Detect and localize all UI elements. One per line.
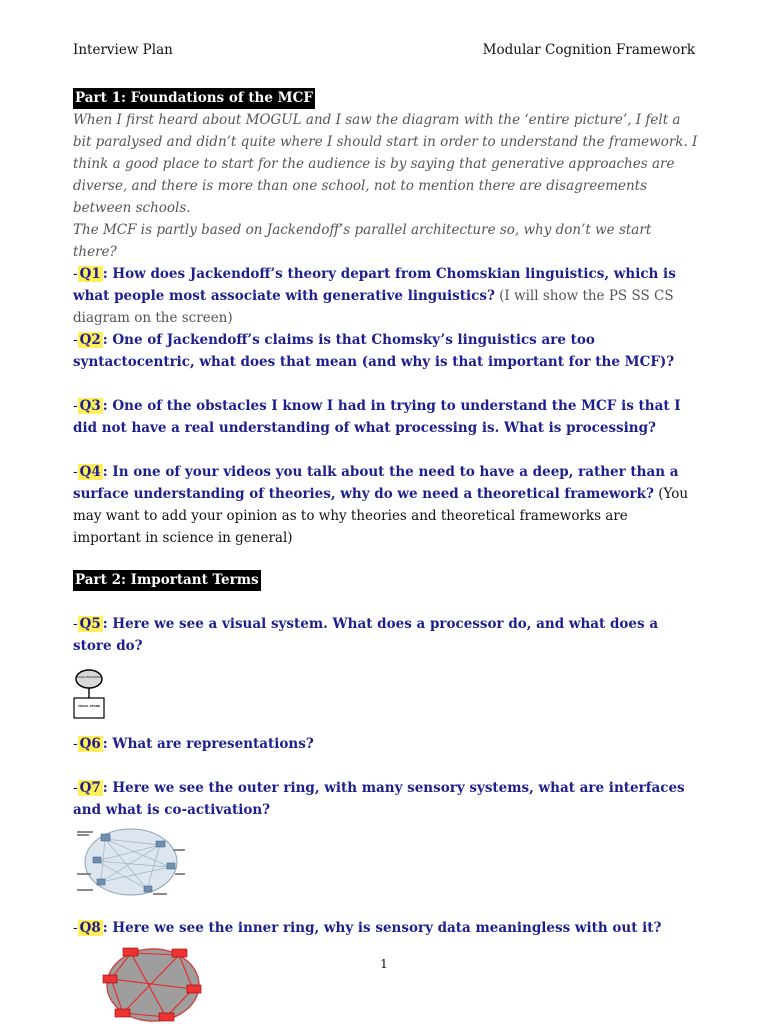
question-number: Q3 [79, 398, 101, 414]
outer-ring-figure [73, 825, 698, 899]
question-text: : Here we see the inner ring, why is sensory data meaningless with out it? [102, 920, 662, 936]
header-right: Modular Cognition Framework [482, 42, 695, 58]
visual-system-diagram [73, 669, 113, 723]
question-number: Q6 [79, 736, 101, 752]
question-5: - Q5 : Here we see a visual system. What does a processor do, and what does a store do? [73, 616, 659, 654]
question-text: : One of the obstacles I know I had in trying to understand the MCF is that I did not have a real understanding of what processing is. What is processing? [73, 398, 681, 436]
question-number: Q8 [79, 920, 101, 936]
question-note: (I will show the PS SS CS diagram on the screen) [73, 288, 674, 326]
question-note: (You may want to add your opinion as to why theories and theoretical frameworks are important in science in general) [73, 486, 689, 546]
part1-heading [73, 87, 698, 109]
question-text: : What are representations? [102, 736, 314, 752]
question-number: Q1 [79, 266, 101, 282]
question-number: Q2 [79, 332, 101, 348]
intro-paragraph-2: The MCF is partly based on Jackendoff’s parallel architecture so, why don’t we start there? [73, 222, 652, 260]
question-text: : Here we see a visual system. What does a processor do, and what does a store do? [73, 616, 659, 654]
question-2: - Q2 : One of Jackendoff’s claims is that Chomsky’s linguistics are too syntactocentric, what does that mean (and why is that important for the MCF)? [73, 332, 675, 370]
page-number: 1 [380, 957, 388, 971]
question-7: - Q7 : Here we see the outer ring, with many sensory systems, what are interfaces and what is co-activation? [73, 780, 685, 818]
outer-ring-diagram [75, 827, 187, 897]
question-text: : In one of your videos you talk about the need to have a deep, rather than a surface understanding of theories, why do we need a theoretical framework? [73, 464, 679, 502]
question-text: : One of Jackendoff’s claims is that Chomsky’s linguistics are too syntactocentric, what does that mean (and why is that important for the MCF)? [73, 332, 675, 370]
question-number: Q4 [79, 464, 101, 480]
processor-label: VISUAL PROCESSOR [75, 676, 103, 679]
question-6: - Q6 : What are representations? [73, 736, 314, 752]
part2-heading [73, 569, 698, 591]
store-box [74, 698, 104, 718]
question-3: - Q3 : One of the obstacles I know I had in trying to understand the MCF is that I did not have a real understanding of what processing is. What is processing? [73, 398, 681, 436]
question-1: - Q1 : How does Jackendoff’s theory depart from Chomskian linguistics, which is what people most associate with generative linguistics? (I will show the PS SS CS diagram on the screen) [73, 266, 676, 326]
header-left: Interview Plan [73, 42, 173, 58]
question-text: : Here we see the outer ring, with many sensory systems, what are interfaces and what is co-activation? [73, 780, 685, 818]
question-number: Q7 [79, 780, 101, 796]
store-label: VISUAL STORE [77, 704, 101, 708]
intro-paragraph: When I first heard about MOGUL and I saw the diagram with the ‘entire picture’, I felt a bit paralysed and didn’t quite where I should start in order to understand the framework. I think a good place to start for the audience is by saying that generative approaches are diverse, and there is more than one school, not to mention there are disagreements between schools. [73, 112, 698, 216]
question-number: Q5 [79, 616, 101, 632]
processor-ellipse [76, 670, 102, 688]
section-title: Part 2: Important Terms [73, 570, 261, 591]
question-text: : How does Jackendoff’s theory depart from Chomskian linguistics, which is what people most associate with generative linguistics? [73, 266, 676, 304]
section-title: Part 1: Foundations of the MCF [73, 88, 315, 109]
question-4: - Q4 : In one of your videos you talk about the need to have a deep, rather than a surface understanding of theories, why do we need a theoretical framework? (You may want to add your opinion as to why theories and theoretical frameworks are important in science in general) [73, 464, 689, 546]
visual-system-figure [73, 663, 698, 725]
document-body [73, 87, 698, 1025]
question-8: - Q8 : Here we see the inner ring, why is sensory data meaningless with out it? [73, 920, 662, 936]
